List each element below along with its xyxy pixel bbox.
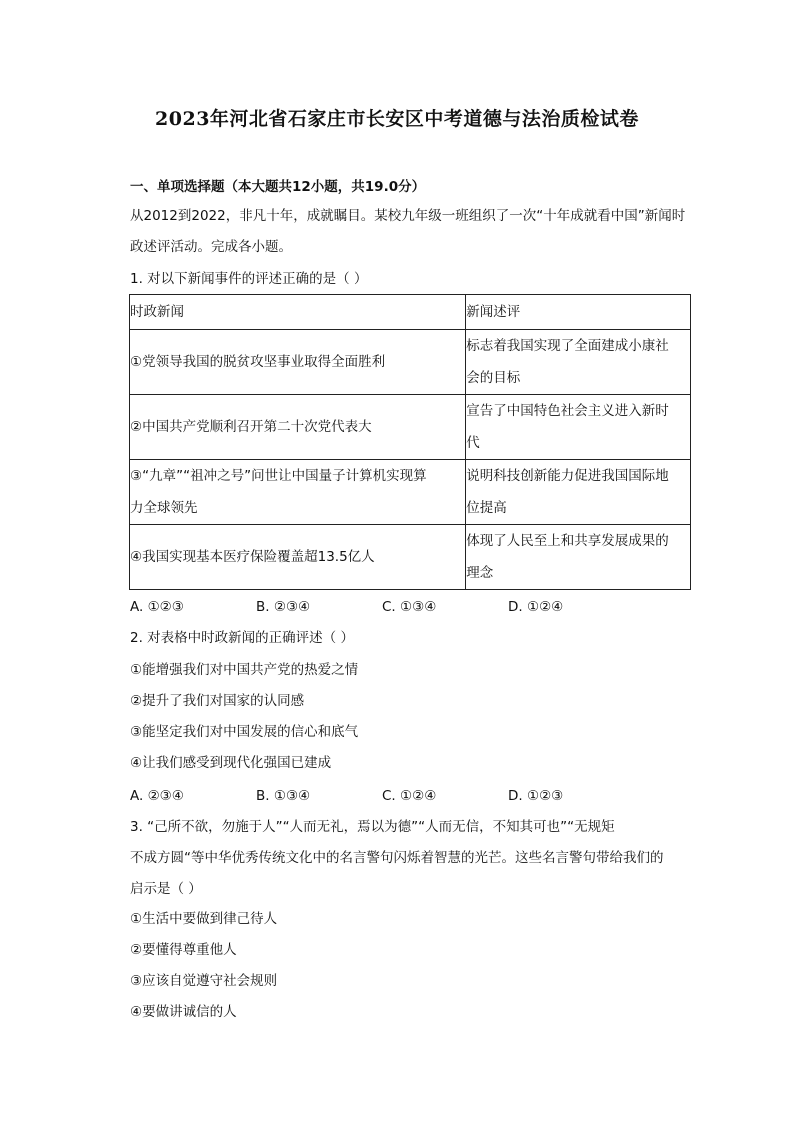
q2-item: ④让我们感受到现代化强国已建成 <box>130 755 332 771</box>
cell-line: ②中国共产党顺利召开第二十次党代表大 <box>130 419 372 435</box>
table-cell-news <box>130 330 466 395</box>
cell-line: ③“九章”“祖冲之号”问世让中国量子计算机实现算 <box>130 468 427 484</box>
table-row <box>130 330 691 395</box>
intro-line-2: 政述评活动。完成各小题。 <box>130 239 292 255</box>
q1-options <box>130 597 690 617</box>
cell-line: 宣告了中国特色社会主义进入新时 <box>466 403 669 419</box>
section-heading: 一、单项选择题（本大题共12小题，共19.0分） <box>130 179 426 195</box>
exam-title: 2023年河北省石家庄市长安区中考道德与法治质检试卷 <box>155 108 639 130</box>
q3-item: ②要懂得尊重他人 <box>130 942 237 958</box>
table-row <box>130 525 691 590</box>
q3-item: ④要做讲诚信的人 <box>130 1004 237 1020</box>
option-b[interactable]: B. ①③④ <box>256 788 311 804</box>
option-a[interactable]: A. ②③④ <box>130 788 184 804</box>
q3-stem-line-2: 不成方圆“等中华优秀传统文化中的名言警句闪烁着智慧的光芒。这些名言警句带给我们的 <box>130 850 664 866</box>
table-cell-review <box>466 525 691 590</box>
q2-item: ①能增强我们对中国共产党的热爱之情 <box>130 662 359 678</box>
option-a[interactable]: A. ①②③ <box>130 599 184 615</box>
cell-line: 会的目标 <box>466 370 521 386</box>
q2-item: ③能坚定我们对中国发展的信心和底气 <box>130 724 359 740</box>
table-row <box>130 395 691 460</box>
cell-line: ①党领导我国的脱贫攻坚事业取得全面胜利 <box>130 354 386 370</box>
table-row <box>130 460 691 525</box>
table-cell-news <box>130 460 466 525</box>
news-table <box>129 294 691 590</box>
cell-line: 理念 <box>466 565 494 581</box>
q3-item: ①生活中要做到律己待人 <box>130 911 278 927</box>
q3-stem-line-1: 3. “己所不欲，勿施于人”“人而无礼，焉以为德”“人而无信，不知其可也”“无规矩 <box>130 819 615 835</box>
table-cell-news <box>130 395 466 460</box>
intro-line-1: 从2012到2022，非凡十年，成就瞩目。某校九年级一班组织了一次“十年成就看中国”新闻时 <box>130 208 686 224</box>
cell-line: 标志着我国实现了全面建成小康社 <box>466 338 669 354</box>
table-header-review: 新闻述评 <box>466 295 691 330</box>
cell-line: 代 <box>466 435 480 451</box>
cell-line: 体现了人民至上和共享发展成果的 <box>466 533 669 549</box>
table-header-row <box>130 295 691 330</box>
table-header-news: 时政新闻 <box>130 295 466 330</box>
table-cell-news <box>130 525 466 590</box>
q1-stem: 1. 对以下新闻事件的评述正确的是（ ） <box>130 271 368 287</box>
cell-line: 说明科技创新能力促进我国国际地 <box>466 468 669 484</box>
cell-line: 位提高 <box>466 500 507 516</box>
cell-line: ④我国实现基本医疗保险覆盖超13.5亿人 <box>130 549 375 565</box>
q3-stem-line-3: 启示是（ ） <box>130 881 202 897</box>
table-cell-review <box>466 395 691 460</box>
cell-line: 力全球领先 <box>130 500 198 516</box>
q2-item: ②提升了我们对国家的认同感 <box>130 693 305 709</box>
q3-item: ③应该自觉遵守社会规则 <box>130 973 278 989</box>
table-cell-review <box>466 330 691 395</box>
option-c[interactable]: C. ①②④ <box>382 788 437 804</box>
option-b[interactable]: B. ②③④ <box>256 599 311 615</box>
option-d[interactable]: D. ①②③ <box>508 788 564 804</box>
q2-options <box>130 786 690 806</box>
q2-stem: 2. 对表格中时政新闻的正确评述（ ） <box>130 630 354 646</box>
option-d[interactable]: D. ①②④ <box>508 599 564 615</box>
option-c[interactable]: C. ①③④ <box>382 599 437 615</box>
table-cell-review <box>466 460 691 525</box>
